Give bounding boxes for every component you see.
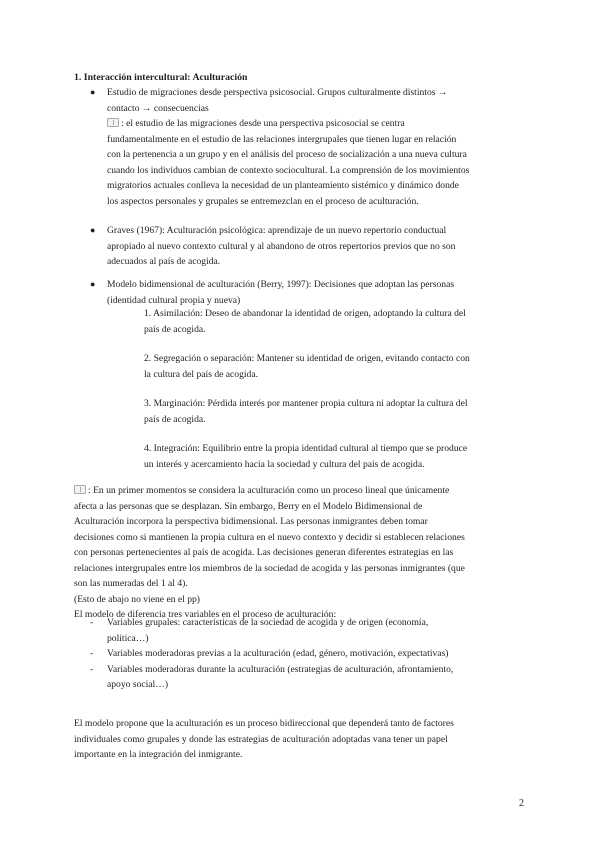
- aside-note: (Esto de abajo no viene en el pp): [74, 593, 201, 605]
- bullet-list-2: [90, 223, 530, 270]
- strategy-item: 2. Segregación o separación: Mantener su identidad de origen, evitando contacto con la cultura del país de acogida.: [144, 353, 470, 380]
- dash-marker: -: [90, 663, 94, 675]
- bullet-line: apropiado al nuevo contexto cultural y al abandono de otros repertorios previos que no son: [107, 240, 456, 252]
- strategy-item: 4. Integración: Equilibrio entre la propia identidad cultural al tiempo que se produce un interés y acercamiento hacia la sociedad y cultura del país de acogida.: [144, 443, 468, 470]
- strategy-item: 3. Marginación: Pérdida interés por mantener propia cultura ni adoptar la cultura del país de acogida.: [144, 398, 468, 425]
- bullet-line: Graves (1967): Aculturación psicológica: aprendizaje de un nuevo repertorio conductual: [107, 225, 447, 236]
- variables-list: [90, 615, 520, 693]
- book-icon: [107, 118, 119, 127]
- bullet-line: Estudio de migraciones desde perspectiva psicosocial. Grupos culturalmente distintos →: [107, 87, 448, 98]
- conclusion-paragraph: El modelo propone que la aculturación es un proceso bidireccional que dependerá tanto de factores individuales como grupales y donde las estrategias de aculturación adoptadas vana tener un papel importante en la integración del inmigrante.: [74, 718, 454, 760]
- bullet-list-1: [90, 85, 530, 209]
- bullet-line: contacto → consecuencias: [107, 102, 209, 114]
- variable-item: - Variables grupales: características de la sociedad de acogida y de origen (economía, política…): [90, 617, 429, 644]
- bullet-note-line: fundamentalmente en el estudio de las relaciones intergrupales que tienen lugar en relación: [107, 133, 457, 145]
- page-number: 2: [519, 798, 524, 809]
- bullet-note-line: migratorios actuales conlleva la necesidad de un planteamiento sistémico y dinámico donde: [107, 180, 459, 191]
- bullet-item: [90, 85, 530, 209]
- strategy-item: 1. Asimilación: Deseo de abandonar la identidad de origen, adoptando la cultura del país de acogida.: [144, 308, 466, 335]
- bullet-dot: ●: [90, 279, 96, 289]
- bullet-note-line: con la pertenencia a un grupo y en el análisis del proceso de socialización a una nueva cultura: [107, 149, 467, 160]
- bullet-list-3: [90, 277, 530, 308]
- variable-item: - Variables moderadoras previas a la aculturación (edad, género, motivación, expectativas): [90, 646, 520, 662]
- bullet-line: (identidad cultural propia y nueva): [107, 294, 241, 306]
- strategy-list: [144, 306, 524, 486]
- variables-intro: El modelo de diferencia tres variables en el proceso de aculturación:: [74, 609, 337, 620]
- bullet-item: [90, 277, 530, 308]
- bullet-line: adecuados al país de acogida.: [107, 256, 221, 267]
- bullet-note-line: cuando los individuos cambian de contexto sociocultural. La comprensión de los movimientos: [107, 164, 470, 176]
- dash-marker: -: [90, 617, 94, 628]
- bullet-note-line: los aspectos personales y grupales se entremezclan en el proceso de aculturación.: [107, 195, 419, 207]
- bullet-dot: ●: [90, 87, 96, 97]
- bullet-line: Modelo bidimensional de aculturación (Berry, 1997): Decisiones que adoptan las personas: [107, 279, 455, 290]
- bullet-note: : el estudio de las migraciones desde una perspectiva psicosocial se centra: [107, 116, 530, 132]
- bullet-item: [90, 223, 530, 270]
- bullet-dot: ●: [90, 225, 96, 235]
- section-heading: 1. Interacción intercultural: Aculturación: [74, 72, 248, 83]
- dash-marker: -: [90, 648, 94, 659]
- book-icon: [74, 485, 86, 494]
- explanation-paragraph: : En un primer momentos se considera la aculturación como un proceso lineal que únicamente afecta a las personas que se desplazan. Sin embargo, Berry en el Modelo Bidimensional de Aculturación incorpora la perspectiva bidimensional. Las personas inmigrantes deben tomar decisiones como si mantienen la propia cultura en el nuevo contexto y decidir si establecen relaciones con personas pertenecientes al país de acogida. Las decisiones generan diferentes estrategias en las relaciones intergrupales entre los miembros de la sociedad de acogida y las personas inmigrantes (que son las numeradas del 1 al 4). (Esto de abajo no viene en el pp) El modelo de diferencia tres variables en el proceso de aculturación:: [74, 483, 526, 623]
- variable-item: - Variables moderadoras durante la aculturación (estrategias de aculturación, afrontamiento, apoyo social…): [90, 663, 454, 690]
